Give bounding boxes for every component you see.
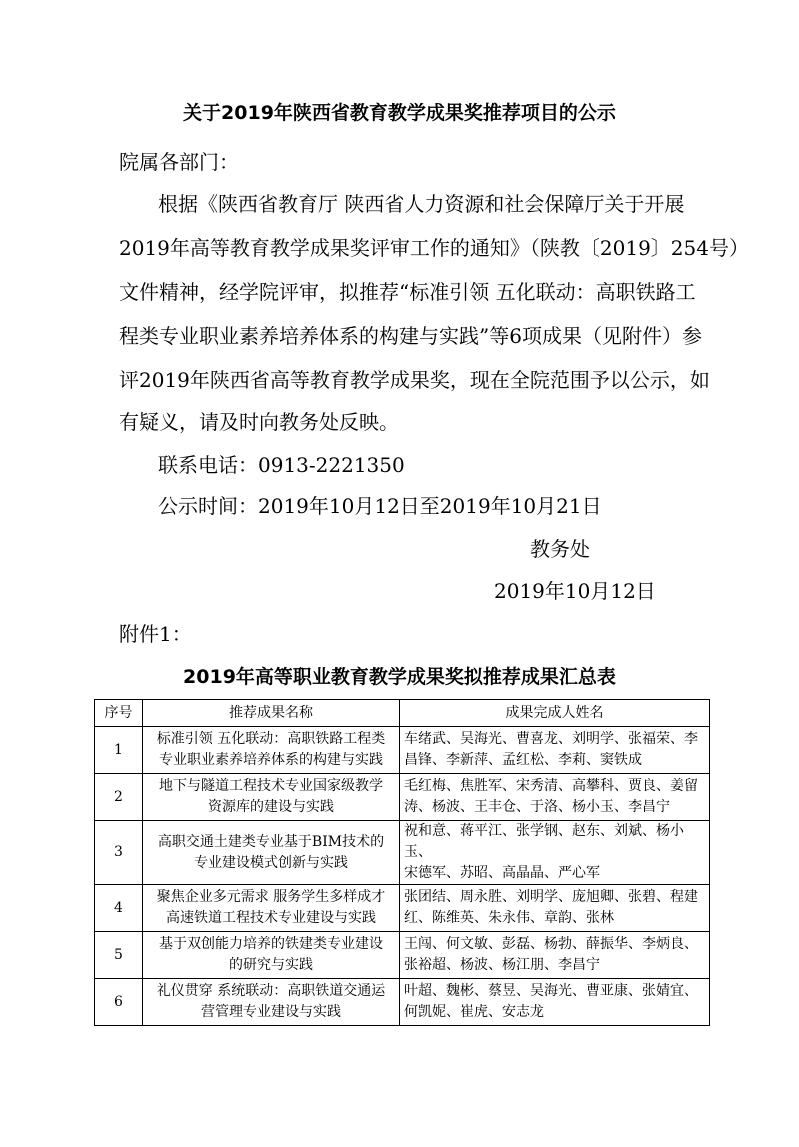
header-no: 序号 xyxy=(95,700,143,727)
table-row xyxy=(95,727,710,774)
attachment-label: 附件1： xyxy=(119,622,192,646)
table-title: 2019年高等职业教育教学成果奖拟推荐成果汇总表 xyxy=(183,666,616,688)
body-line: 评2019年陕西省高等教育教学成果奖，现在全院范围予以公示，如 xyxy=(119,368,710,392)
body-line: 文件精神，经学院评审，拟推荐“标准引领 五化联动：高职铁路工 xyxy=(119,280,696,304)
table-row xyxy=(95,932,710,979)
row-no: 3 xyxy=(95,821,143,885)
row-no: 1 xyxy=(95,727,143,774)
signature: 教务处 xyxy=(530,537,590,561)
row-people: 王闯、何文敏、彭磊、杨勃、薛振华、李炳良、 张裕超、杨波、杨江朋、李昌宁 xyxy=(400,932,710,979)
notice-date: 2019年10月12日 xyxy=(494,579,656,603)
row-no: 4 xyxy=(95,885,143,932)
body-line: 程类专业职业素养培养体系的构建与实践”等6项成果（见附件）参 xyxy=(119,324,702,348)
header-people: 成果完成人姓名 xyxy=(400,700,710,727)
notice-title: 关于2019年陕西省教育教学成果奖推荐项目的公示 xyxy=(183,102,616,124)
body-line: 有疑义，请及时向教务处反映。 xyxy=(119,410,399,434)
table-row xyxy=(95,979,710,1026)
table-row xyxy=(95,885,710,932)
row-name: 基于双创能力培养的铁建类专业建设 的研究与实践 xyxy=(143,932,400,979)
row-name: 聚焦企业多元需求 服务学生多样成才 高速铁道工程技术专业建设与实践 xyxy=(143,885,400,932)
row-name: 礼仪贯穿 系统联动：高职铁道交通运 营管理专业建设与实践 xyxy=(143,979,400,1026)
summary-table xyxy=(94,699,710,1026)
body-line: 2019年高等教育教学成果奖评审工作的通知》（陕教〔2019〕254号） xyxy=(119,236,749,260)
row-name: 地下与隧道工程技术专业国家级教学 资源库的建设与实践 xyxy=(143,774,400,821)
row-no: 5 xyxy=(95,932,143,979)
row-people: 祝和意、蒋平江、张学钢、赵东、刘斌、杨小玉、 宋德军、苏昭、高晶晶、严心军 xyxy=(400,821,710,885)
notice-period: 公示时间：2019年10月12日至2019年10月21日 xyxy=(158,494,602,518)
table-header-row xyxy=(95,700,710,727)
row-people: 叶超、魏彬、蔡昱、吴海光、曹亚康、张婧宜、 何凯妮、崔虎、安志龙 xyxy=(400,979,710,1026)
body-line: 根据《陕西省教育厅 陕西省人力资源和社会保障厅关于开展 xyxy=(158,192,685,216)
row-people: 毛红梅、焦胜军、宋秀清、高攀科、贾良、姜留 涛、杨波、王丰仓、于洛、杨小玉、李昌宁 xyxy=(400,774,710,821)
row-people: 车绪武、吴海光、曹喜龙、刘明学、张福荣、李 昌锋、李新萍、孟红松、李莉、窦铁成 xyxy=(400,727,710,774)
salutation: 院属各部门： xyxy=(119,150,239,174)
table-row xyxy=(95,774,710,821)
header-name: 推荐成果名称 xyxy=(143,700,400,727)
row-name: 高职交通土建类专业基于BIM技术的 专业建设模式创新与实践 xyxy=(143,821,400,885)
row-name: 标准引领 五化联动：高职铁路工程类 专业职业素养培养体系的构建与实践 xyxy=(143,727,400,774)
row-people: 张团结、周永胜、刘明学、庞旭卿、张碧、程建 红、陈维英、朱永伟、章韵、张林 xyxy=(400,885,710,932)
table-row xyxy=(95,821,710,885)
contact-phone: 联系电话：0913-2221350 xyxy=(158,453,405,477)
row-no: 6 xyxy=(95,979,143,1026)
row-no: 2 xyxy=(95,774,143,821)
